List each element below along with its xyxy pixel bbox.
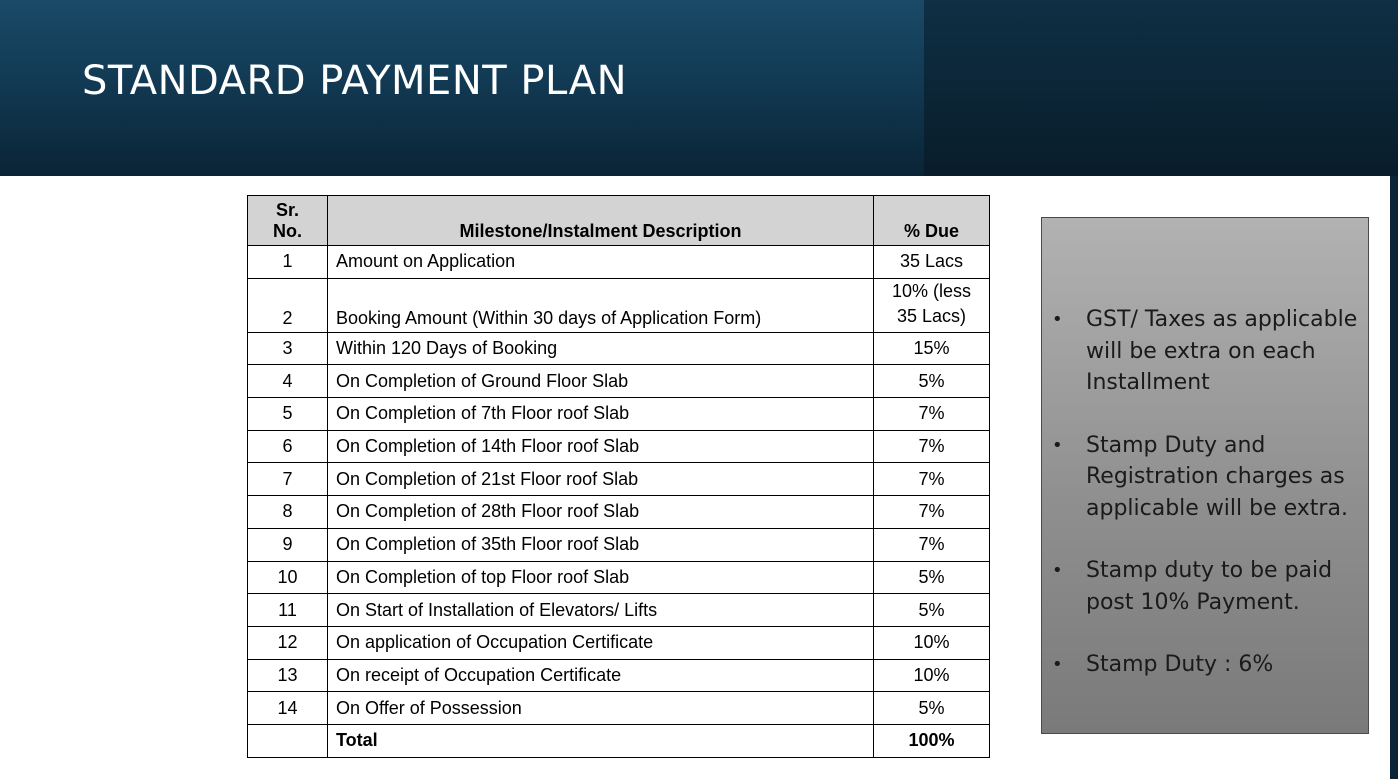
note-text: GST/ Taxes as applicable will be extra on each Installment <box>1086 307 1358 395</box>
sr-no-cell: 11 <box>248 594 328 627</box>
table-row <box>248 246 990 279</box>
description-cell: On Completion of 28th Floor roof Slab <box>328 496 874 529</box>
note-text: Stamp Duty : 6% <box>1086 652 1274 677</box>
table-row <box>248 332 990 365</box>
due-cell: 5% <box>874 692 990 725</box>
sr-no-cell: 12 <box>248 626 328 659</box>
sr-no-cell: 7 <box>248 463 328 496</box>
sr-no-cell: 10 <box>248 561 328 594</box>
note-item <box>1042 649 1370 681</box>
header-banner <box>0 0 1398 176</box>
table-row <box>248 561 990 594</box>
due-cell: 10% <box>874 659 990 692</box>
table-row <box>248 659 990 692</box>
sr-no-cell: 4 <box>248 365 328 398</box>
bullet-icon: • <box>1052 309 1063 330</box>
column-header-sr-no-label: Sr. No. <box>273 200 302 241</box>
description-cell: On Completion of top Floor roof Slab <box>328 561 874 594</box>
description-cell: On Start of Installation of Elevators/ Lifts <box>328 594 874 627</box>
sr-no-cell: 8 <box>248 496 328 529</box>
description-cell: On Completion of 7th Floor roof Slab <box>328 398 874 431</box>
header-dark-panel <box>924 0 1398 176</box>
bullet-icon: • <box>1052 654 1063 675</box>
sr-no-cell: 6 <box>248 430 328 463</box>
column-header-due: % Due <box>874 196 990 246</box>
table-total-row <box>248 724 990 757</box>
table-row <box>248 626 990 659</box>
description-cell: On Completion of Ground Floor Slab <box>328 365 874 398</box>
table-header-row <box>248 196 990 246</box>
description-cell: Total <box>328 724 874 757</box>
table-row <box>248 365 990 398</box>
due-cell: 100% <box>874 724 990 757</box>
due-cell: 5% <box>874 561 990 594</box>
column-header-description: Milestone/Instalment Description <box>328 196 874 246</box>
due-cell: 7% <box>874 496 990 529</box>
sr-no-cell <box>248 724 328 757</box>
description-cell: On receipt of Occupation Certificate <box>328 659 874 692</box>
description-cell: On Completion of 14th Floor roof Slab <box>328 430 874 463</box>
due-cell: 35 Lacs <box>874 246 990 279</box>
due-cell: 5% <box>874 594 990 627</box>
notes-list <box>1042 304 1370 712</box>
due-cell: 10% (less 35 Lacs) <box>874 278 990 332</box>
note-item <box>1042 555 1370 618</box>
table-row <box>248 594 990 627</box>
due-cell: 15% <box>874 332 990 365</box>
description-cell: On Offer of Possession <box>328 692 874 725</box>
page-title: STANDARD PAYMENT PLAN <box>82 58 627 104</box>
sr-no-cell: 13 <box>248 659 328 692</box>
note-text: Stamp Duty and Registration charges as applicable will be extra. <box>1086 432 1348 521</box>
note-item <box>1042 304 1370 399</box>
note-item <box>1042 430 1370 525</box>
right-edge-strip <box>1390 176 1398 779</box>
notes-panel <box>1041 217 1369 734</box>
column-header-sr-no <box>248 196 328 246</box>
sr-no-cell: 9 <box>248 528 328 561</box>
description-cell: Within 120 Days of Booking <box>328 332 874 365</box>
table-row <box>248 528 990 561</box>
table-row <box>248 278 990 332</box>
due-cell: 7% <box>874 528 990 561</box>
due-cell: 7% <box>874 463 990 496</box>
due-cell: 7% <box>874 430 990 463</box>
table-row <box>248 463 990 496</box>
bullet-icon: • <box>1052 434 1063 456</box>
description-cell: On Completion of 21st Floor roof Slab <box>328 463 874 496</box>
sr-no-cell: 14 <box>248 692 328 725</box>
due-cell: 10% <box>874 626 990 659</box>
description-cell: On application of Occupation Certificate <box>328 626 874 659</box>
sr-no-cell: 1 <box>248 246 328 279</box>
table-row <box>248 398 990 431</box>
description-cell: Booking Amount (Within 30 days of Application Form) <box>328 278 874 332</box>
table-row <box>248 692 990 725</box>
table-row <box>248 496 990 529</box>
table-row <box>248 430 990 463</box>
due-cell: 5% <box>874 365 990 398</box>
sr-no-cell: 5 <box>248 398 328 431</box>
description-cell: On Completion of 35th Floor roof Slab <box>328 528 874 561</box>
due-cell: 7% <box>874 398 990 431</box>
description-cell: Amount on Application <box>328 246 874 279</box>
bullet-icon: • <box>1052 560 1063 581</box>
sr-no-cell: 2 <box>248 278 328 332</box>
note-text: Stamp duty to be paid post 10% Payment. <box>1086 558 1333 615</box>
payment-plan-table <box>247 195 990 758</box>
sr-no-cell: 3 <box>248 332 328 365</box>
